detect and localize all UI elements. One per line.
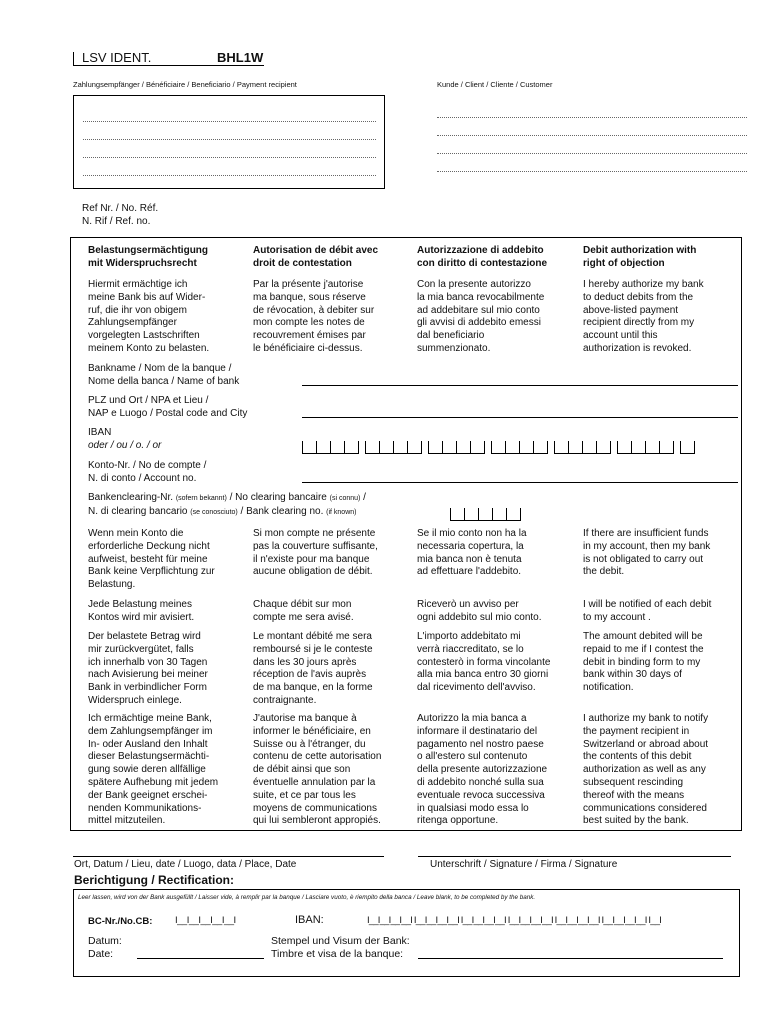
bank-date-field[interactable] [137,958,264,959]
place-date-field[interactable] [73,856,384,857]
customer-line[interactable] [437,171,747,172]
customer-line[interactable] [437,117,747,118]
authorize-notify-fr: J'autorise ma banque à informer le bénéficiaire, en Suisse ou à l'étranger, du contenu de cette autorisation de débit ainsi que son éventuelle annulation par la suite, et ce par tous les moyens de communications qui lui sembleront appropiés. [253,713,382,827]
clearing-boxes[interactable] [450,507,527,525]
konto-label: Konto-Nr. / No de compte / N. di conto / Account no. [88,460,207,484]
date-label: Datum: Date: [88,935,122,960]
insufficient-funds-en: If there are insufficient funds in my account, then my bank is not obligated to carry out the debit. [583,528,711,578]
recipient-line [83,139,376,140]
bankname-field[interactable] [302,385,738,386]
recipient-line [83,157,376,158]
notification-fr: Chaque débit sur mon compte me sera avisé. [253,599,354,623]
customer-label: Kunde / Client / Cliente / Customer [437,80,553,89]
notification-en: I will be notified of each debit to my account . [583,599,712,623]
account-number-field[interactable] [302,482,738,483]
insufficient-funds-it: Se il mio conto non ha la necessaria copertura, la mia banca non è tenuta ad effettuare l'addebito. [417,528,527,578]
title-it: Autorizzazione di addebito con diritto di contestazione [417,245,548,269]
title-en: Debit authorization with right of objection [583,245,697,269]
bank-iban-label: IBAN: [295,914,324,926]
intro-fr: Par la présente j'autorise ma banque, sous réserve de révocation, à debiter sur mon compte les notes de recouvrement émises par le bénéficiaire ci-dessus. [253,279,375,354]
clearing-label: Bankenclearing-Nr. (sofern bekannt) / No clearing bancaire (si connu) / N. di clearing bancario (se conosciuto) / Bank clearing no. (if known) [88,492,366,517]
bank-use-box [73,889,740,977]
plz-city-field[interactable] [302,417,738,418]
title-de: Belastungsermächtigung mit Widerspruchsrecht [88,245,209,269]
notification-it: Riceverò un avviso per ogni addebito sul mio conto. [417,599,542,623]
refund-fr: Le montant débité me sera remboursé si je le conteste dans les 30 jours après réception de l'avis auprès de ma banque, en la forme contraignante. [253,631,373,706]
notification-de: Jede Belastung meines Kontos wird mir avisiert. [88,599,195,623]
insufficient-funds-fr: Si mon compte ne présente pas la couverture suffisante, il n'existe pour ma banque aucune obligation de débit. [253,528,378,578]
bank-iban-slots[interactable]: I__I__I__I__I I__I__I__I__I I__I__I__I__I I__I__I__I__I I__I__I__I__I I__I__I__I__I I__I [367,915,662,926]
insufficient-funds-de: Wenn mein Konto die erforderliche Deckung nicht aufweist, besteht für meine Bank keine Verpflichtung zur Belastung. [88,528,215,591]
lsv-ident-value: BHL1W [217,50,264,65]
recipient-line [83,121,376,122]
stamp-label: Stempel und Visum der Bank: Timbre et visa de la banque: [271,935,410,960]
refund-en: The amount debited will be repaid to me if I contest the debit in binding form to my bank within 30 days of notification. [583,631,704,694]
refund-de: Der belastete Betrag wird mir zurückvergütet, falls ich innerhalb von 30 Tagen nach Avisierung bei meiner Bank in verbindlicher Form Widerspruch einlege. [88,631,208,706]
title-fr: Autorisation de débit avec droit de contestation [253,245,379,269]
signature-field[interactable] [418,856,731,857]
bc-number-label: BC-Nr./No.CB: [88,916,153,927]
bankname-label: Bankname / Nom de la banque / Nome della banca / Name of bank [88,363,240,387]
refund-it: L'importo addebitato mi verrà riaccreditato, se lo contesterò in forma vincolante alla mia banca entro 30 giorni dal ricevimento dell'avviso. [417,631,551,694]
bank-stamp-field[interactable] [418,958,723,959]
intro-en: I hereby authorize my bank to deduct debits from the above-listed payment recipient directly from my account until this authorization is revoked. [583,279,704,354]
leave-blank-note: Leer lassen, wird von der Bank ausgefüllt / Laisser vide, à remplir par la banque / Lasciare vuoto, è riempito della banca / Leave blank, to be completed by the bank. [78,894,536,901]
recipient-line [83,175,376,176]
plz-label: PLZ und Ort / NPA et Lieu / NAP e Luogo / Postal code and City [88,395,248,419]
recipient-label: Zahlungsempfänger / Bénéficiaire / Beneficiario / Payment recipient [73,80,297,89]
authorize-notify-en: I authorize my bank to notify the payment recipient in Switzerland or abroad about the contents of this debit authorization as well as any subsequent rescinding thereof with the means communications considered best suited by the bank. [583,713,709,827]
lsv-ident-label: LSV IDENT. [82,50,152,65]
customer-line[interactable] [437,153,747,154]
authorize-notify-it: Autorizzo la mia banca a informare il destinatario del pagamento nel nostro paese o all'estero sul contenuto della presente autorizzazione di addebito nonché sulla sua eventuale revoca successiva in qualsiasi modo essa lo ritenga opportune. [417,713,548,827]
intro-it: Con la presente autorizzo la mia banca revocabilmente ad addebitare sul mio conto gli avvisi di addebito emessi dal beneficiario summenzionato. [417,279,545,354]
rectification-title: Berichtigung / Rectification: [74,873,235,887]
signature-label: Unterschrift / Signature / Firma / Signature [430,859,618,870]
bc-number-slots[interactable]: I__I__I__I__I__I [175,915,236,926]
iban-boxes[interactable] [302,440,701,458]
ref-label: Ref Nr. / No. Réf. N. Rif / Ref. no. [82,203,159,227]
intro-de: Hiermit ermächtige ich meine Bank bis auf Wider- ruf, die ihr von obigem Zahlungsempfänger vorgelegten Lastschriften meinem Konto zu belasten. [88,279,210,354]
customer-line[interactable] [437,135,747,136]
authorize-notify-de: Ich ermächtige meine Bank, dem Zahlungsempfänger im In- oder Ausland den Inhalt dieser Belastungsermächti- gung sowie deren allfällige spätere Aufhebung mit jedem der Bank geeignet erschei- nenden Kommunikations- mittel mitzuteilen. [88,713,219,827]
iban-label: IBAN oder / ou / o. / or [88,427,162,451]
place-date-label: Ort, Datum / Lieu, date / Luogo, data / Place, Date [74,859,297,870]
